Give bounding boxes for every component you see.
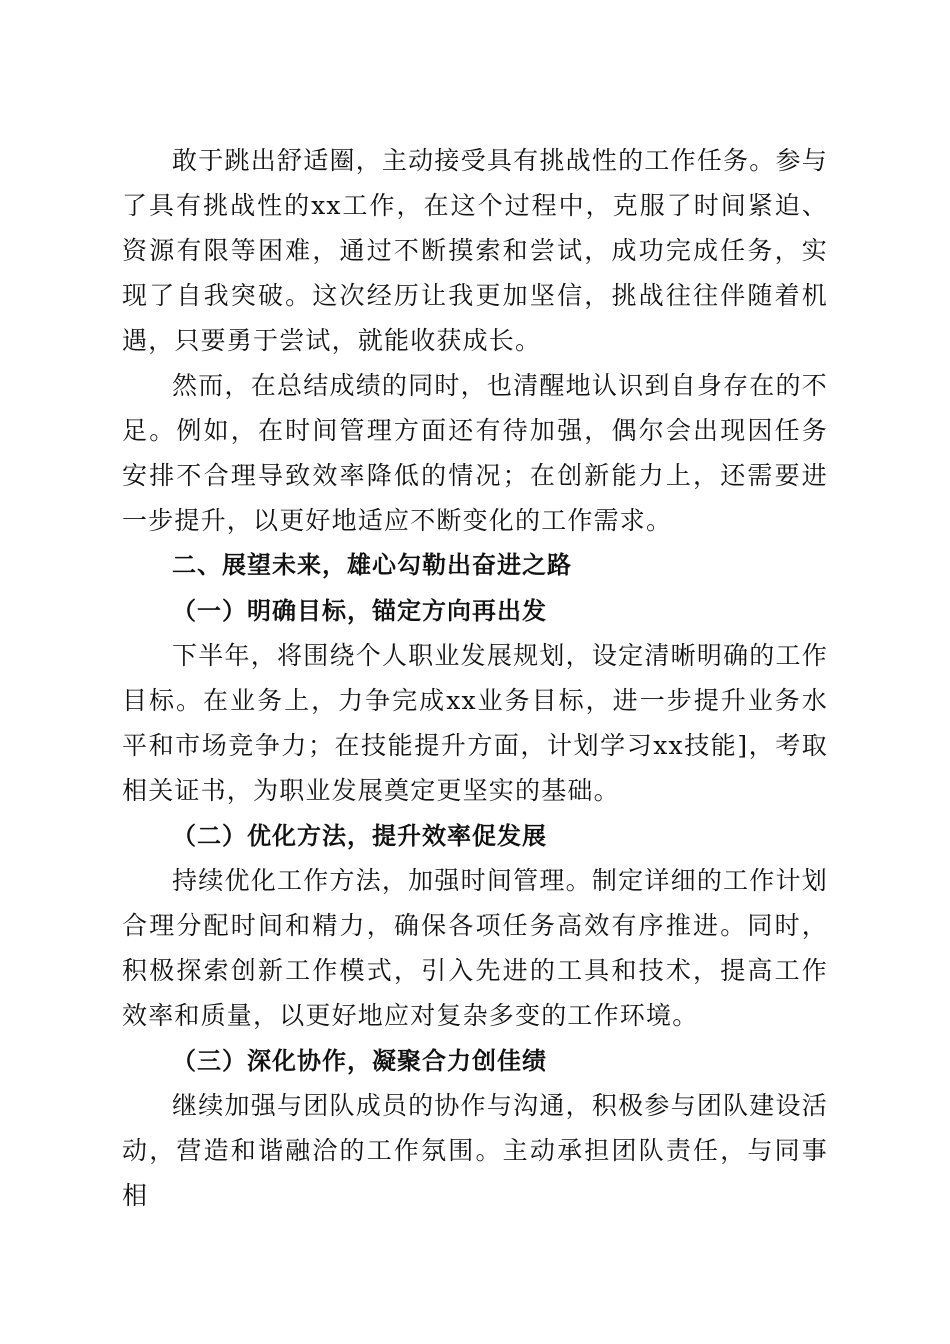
paragraph-goals: 下半年，将围绕个人职业发展规划，设定清晰明确的工作目标。在业务上，力争完成xx业务目标，进一步提升业务水平和市场竞争力；在技能提升方面，计划学习xx技能]，考取相关证书，为职业发展奠定更坚实的基础。	[122, 641, 828, 805]
paragraph-methods: 持续优化工作方法，加强时间管理。制定详细的工作计划合理分配时间和精力，确保各项任务高效有序推进。同时，积极探索创新工作模式，引入先进的工具和技术，提高工作效率和质量，以更好地应对复杂多变的工作环境。	[122, 866, 828, 1030]
paragraph-shortcomings: 然而，在总结成绩的同时，也清醒地认识到自身存在的不足。例如，在时间管理方面还有待加强，偶尔会出现因任务安排不合理导致效率降低的情况；在创新能力上，还需要进一步提升，以更好地适应不断变化的工作需求。	[122, 371, 828, 535]
subheading-methods: （二）优化方法，提升效率促发展	[172, 821, 547, 850]
section-heading-outlook: 二、展望未来，雄心勾勒出奋进之路	[172, 551, 572, 579]
subheading-collaboration: （三）深化协作，凝聚合力创佳绩	[172, 1046, 547, 1075]
subheading-goals: （一）明确目标，锚定方向再出发	[172, 596, 547, 625]
paragraph-collaboration: 继续加强与团队成员的协作与沟通，积极参与团队建设活动，营造和谐融洽的工作氛围。主动承担团队责任，与同事相	[122, 1091, 828, 1210]
document-body	[122, 138, 828, 1218]
paragraph-challenge: 敢于跳出舒适圈，主动接受具有挑战性的工作任务。参与了具有挑战性的xx工作，在这个过程中，克服了时间紧迫、资源有限等困难，通过不断摸索和尝试，成功完成任务，实现了自我突破。这次经历让我更加坚信，挑战往往伴随着机遇，只要勇于尝试，就能收获成长。	[122, 146, 828, 355]
